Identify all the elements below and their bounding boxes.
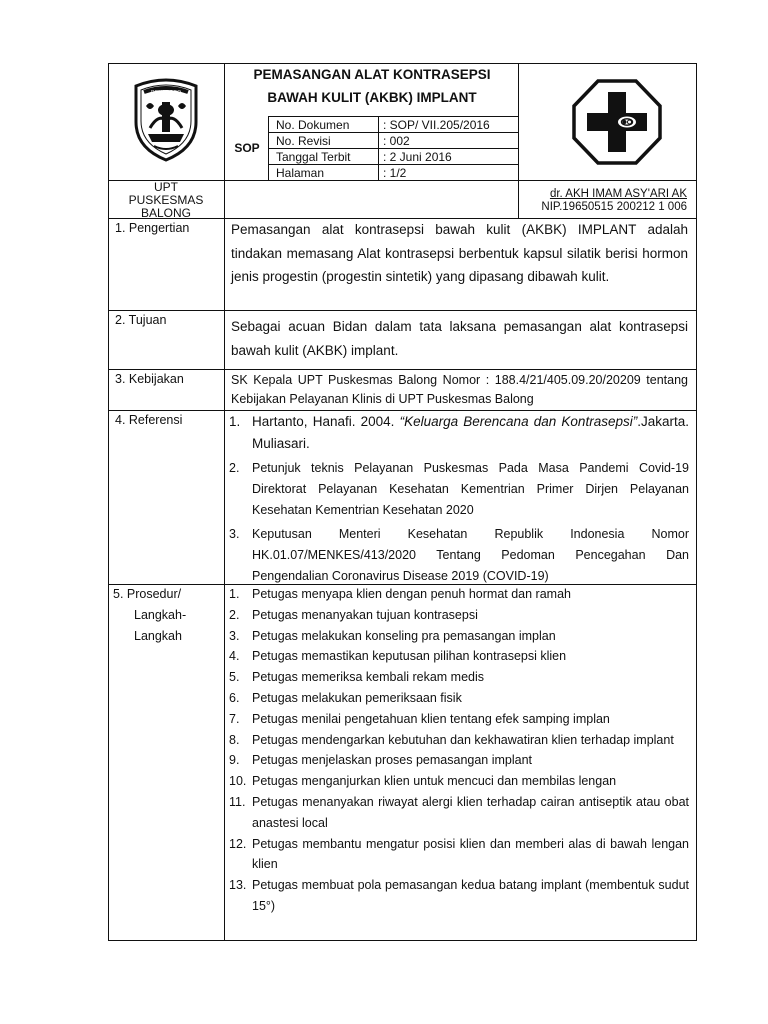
document-title-line2: BAWAH KULIT (AKBK) IMPLANT: [267, 90, 477, 105]
list-text: Petugas memastikan keputusan pilihan kontrasepsi klien: [252, 649, 567, 664]
list-number: 9.: [229, 753, 240, 768]
organization-line3: BALONG: [140, 206, 191, 220]
reference-publisher: .Jakarta. Muliasari.: [252, 414, 689, 451]
list-item: [229, 584, 689, 605]
section-label-prosedur: 5. Prosedur/: [113, 587, 182, 601]
meta-label-dokumen: No. Dokumen: [276, 118, 350, 132]
list-text: Petugas menyapa klien dengan penuh hormat dan ramah: [252, 587, 571, 601]
divider: [518, 63, 519, 218]
divider: [268, 132, 518, 133]
list-text: Petugas membuat pola pemasangan kedua batang implant (membentuk sudut 15°): [252, 878, 689, 913]
kebijakan-text: SK Kepala UPT Puskesmas Balong Nomor : 188.4/21/405.09.20/20209 tentang Kebijakan Pelayanan Klinis di UPT Puskesmas Balong: [231, 373, 688, 406]
organization-line2: PUSKESMAS: [128, 193, 204, 207]
meta-value-tanggal: : 2 Juni 2016: [383, 150, 452, 164]
list-text: Petugas menanyakan riwayat alergi klien terhadap cairan antiseptik atau obat anastesi local: [252, 794, 689, 830]
list-text: Petugas mendengarkan kebutuhan dan kekhawatiran klien terhadap implant: [252, 732, 674, 747]
divider: [378, 116, 379, 180]
list-number: 5.: [229, 670, 240, 685]
list-item: [229, 626, 689, 647]
list-text: Petunjuk teknis Pelayanan Puskesmas Pada Masa Pandemi Covid-19 Direktorat Pelayanan Kesehatan Kementrian Primer Dirjen Pelayanan Kesehatan Kementrian Kesehatan 2020: [252, 461, 689, 517]
list-number: 2.: [229, 461, 240, 475]
section-label-pengertian: 1. Pengertian: [115, 221, 190, 235]
list-number: 1.: [229, 414, 241, 429]
divider: [268, 148, 518, 149]
list-item: [229, 709, 689, 730]
divider: [224, 63, 225, 218]
prosedur-list: [229, 584, 689, 917]
signatory-name-text: dr. AKH IMAM ASY'ARI AK: [549, 188, 687, 200]
reference-author: Hartanto, Hanafi. 2004.: [252, 414, 400, 429]
list-text: Petugas menganjurkan klien untuk mencuci dan membilas lengan: [252, 774, 617, 789]
organization-line1: UPT: [154, 180, 178, 194]
list-item: [229, 458, 689, 521]
list-text: Petugas membantu mengatur posisi klien dan memberi alas di bawah lengan klien: [252, 836, 689, 872]
divider: [108, 369, 697, 370]
section-label-tujuan: 2. Tujuan: [115, 313, 167, 327]
list-item: [229, 524, 689, 587]
divider: [268, 116, 269, 180]
list-number: 12.: [229, 836, 247, 851]
list-number: 3.: [229, 628, 240, 643]
divider: [268, 164, 518, 165]
section-label-kebijakan: 3. Kebijakan: [115, 372, 184, 386]
list-number: 10.: [229, 774, 247, 789]
ponorogo-logo: [128, 72, 204, 162]
list-text: Petugas menanyakan tujuan kontrasepsi: [252, 607, 478, 622]
list-number: 1.: [229, 587, 240, 601]
list-text: Petugas melakukan konseling pra pemasangan implan: [252, 628, 556, 643]
list-text: Keputusan Menteri Kesehatan Republik Indonesia Nomor HK.01.07/MENKES/413/2020 Tentang Pedoman Pencegahan Dan Pengendalian Coronavirus Disease 2019 (COVID-19): [252, 527, 689, 583]
list-number: 4.: [229, 649, 240, 664]
reference-title: “Keluarga Berencana dan Kontrasepsi”: [399, 414, 638, 429]
signatory-nip: NIP.19650515 200212 1 006: [541, 201, 687, 213]
pengertian-text: Pemasangan alat kontrasepsi bawah kulit (AKBK) IMPLANT adalah tindakan memasang Alat kontrasepsi berbentuk kapsul silatik berisi hormon jenis progestin (progestin sintetik) yang dipasang dibawah kulit.: [231, 222, 688, 284]
divider: [108, 310, 697, 311]
list-text: Petugas menilai pengetahuan klien tentang efek samping implan: [252, 711, 610, 726]
list-number: 2.: [229, 607, 240, 622]
list-text: Petugas melakukan pemeriksaan fisik: [252, 690, 462, 705]
list-number: 6.: [229, 690, 240, 705]
meta-value-halaman: : 1/2: [383, 166, 407, 180]
referensi-list: [229, 411, 689, 590]
meta-value-revisi: : 002: [383, 134, 410, 148]
list-item: [229, 750, 689, 771]
section-label-prosedur-line3: Langkah: [134, 629, 182, 643]
list-item: [229, 834, 689, 876]
list-item: [229, 411, 689, 455]
meta-label-halaman: Halaman: [276, 166, 325, 180]
section-label-referensi: 4. Referensi: [115, 413, 183, 427]
list-item: [229, 605, 689, 626]
bakti-husada-logo: [571, 78, 663, 166]
logo-lettering: PONOROGO: [150, 90, 182, 96]
list-item: [229, 875, 689, 917]
list-number: 3.: [229, 527, 240, 541]
list-item: [229, 667, 689, 688]
tujuan-text: Sebagai acuan Bidan dalam tata laksana pemasangan alat kontrasepsi bawah kulit (AKBK) implant.: [231, 319, 688, 358]
list-text: Petugas menjelaskan proses pemasangan implant: [252, 753, 533, 768]
meta-value-dokumen: : SOP/ VII.205/2016: [383, 118, 490, 132]
divider: [224, 218, 225, 941]
list-number: 7.: [229, 711, 240, 726]
list-item: [229, 792, 689, 834]
list-item: [229, 688, 689, 709]
list-number: 13.: [229, 878, 247, 893]
list-item: [229, 730, 689, 751]
list-number: 11.: [229, 794, 246, 809]
section-label-prosedur-line2: Langkah-: [134, 608, 187, 622]
divider: [268, 116, 518, 117]
list-number: 8.: [229, 732, 240, 747]
document-title-line1: PEMASANGAN ALAT KONTRASEPSI: [253, 67, 491, 82]
meta-label-revisi: No. Revisi: [276, 134, 331, 148]
signatory-name: [550, 188, 687, 201]
list-item: [229, 771, 689, 792]
list-item: [229, 646, 689, 667]
sop-label: SOP: [234, 141, 260, 155]
list-text: Petugas memeriksa kembali rekam medis: [252, 670, 485, 685]
meta-label-tanggal: Tanggal Terbit: [276, 150, 351, 164]
